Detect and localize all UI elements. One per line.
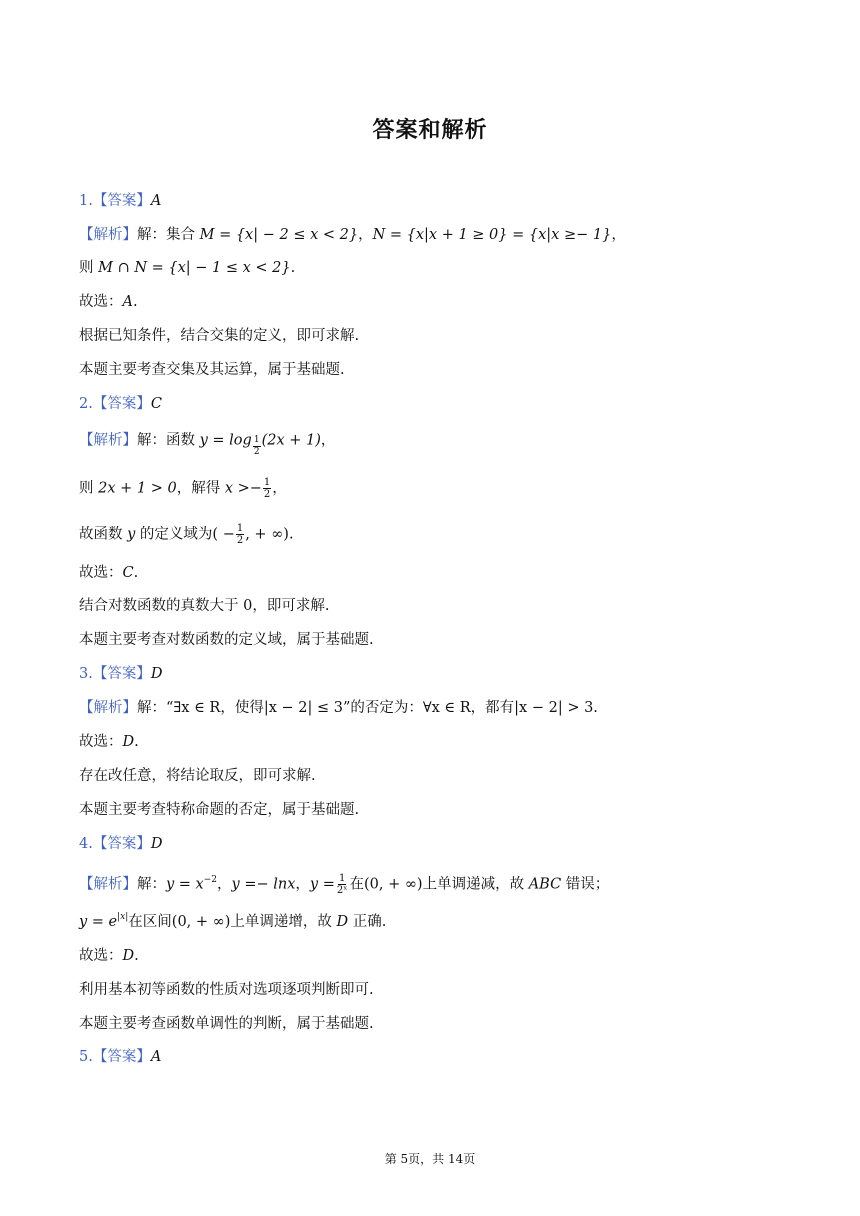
solution-line: [79, 258, 295, 278]
punctuation: .: [133, 565, 139, 581]
analysis-label: 【解析】: [79, 432, 137, 449]
math-expression: , + ∞): [245, 526, 289, 543]
answer-label: 【答案】: [92, 1049, 151, 1065]
exponent: |x|: [117, 912, 129, 922]
analysis-label: 【解析】: [79, 700, 137, 716]
analysis-line: [79, 873, 609, 897]
analysis-line: [79, 429, 336, 457]
math-expression: y =: [309, 876, 335, 893]
punctuation: .: [134, 734, 139, 750]
punctuation: ，: [217, 876, 232, 893]
answer-line-1: [79, 191, 161, 211]
text: 上单调递增，故: [230, 914, 337, 930]
solution-line: [79, 477, 287, 500]
text: 在: [349, 876, 364, 893]
answer-label: 【答案】: [92, 836, 151, 852]
analysis-label: 【解析】: [79, 876, 137, 893]
answer-value: D: [150, 836, 163, 852]
fraction: [253, 435, 261, 458]
text: 正确.: [348, 914, 387, 930]
text: 在区间: [128, 914, 172, 930]
fraction-denominator: 2ˣ: [336, 885, 348, 896]
question-number: 1.: [79, 193, 93, 209]
math-expression: 2x + 1 > 0: [98, 480, 177, 497]
summary-line: 本题主要考查交集及其运算，属于基础题.: [79, 362, 345, 378]
method-line: 利用基本初等函数的性质对选项逐项判断即可.: [79, 982, 374, 998]
solution-line: [79, 912, 386, 934]
choice-line: [79, 563, 138, 583]
page-footer: 第 5页，共 14页: [384, 1152, 476, 1166]
punctuation: ，: [320, 432, 336, 449]
answer-line-5: [79, 1047, 161, 1067]
math-variable: ABC: [528, 876, 562, 893]
text: 则: [79, 260, 99, 276]
answer-value: C: [150, 396, 162, 412]
punctuation: .: [290, 260, 296, 276]
math-expression: (0, + ∞): [171, 914, 231, 930]
choice-line: [79, 292, 138, 312]
math-expression: y =− lnx: [231, 876, 296, 893]
punctuation: .: [288, 526, 294, 543]
analysis-text: 解：函数: [137, 432, 200, 449]
text: 则: [79, 480, 99, 497]
answer-label: 【答案】: [92, 666, 151, 682]
analysis-text: 解：“∃x ∈ R，使得|x − 2| ≤ 3”的否定为：∀x ∈ R，都有|x − 2| > 3.: [137, 700, 598, 716]
fraction: [336, 873, 349, 896]
text: 的定义域为: [135, 526, 213, 543]
analysis-label: 【解析】: [79, 227, 137, 243]
math-expression: x >−: [224, 480, 262, 497]
method-line: 存在改任意，将结论取反，即可求解.: [79, 768, 316, 784]
punctuation: .: [132, 294, 138, 310]
question-number: 5.: [79, 1049, 93, 1065]
math-variable: y: [127, 526, 136, 543]
fraction-numerator: 1: [253, 435, 260, 445]
method-line: 结合对数函数的真数大于 0，即可求解.: [79, 598, 330, 614]
summary-line: 本题主要考查特称命题的否定，属于基础题.: [79, 802, 360, 818]
fraction-numerator: 1: [236, 523, 244, 534]
fraction: [236, 523, 244, 546]
punctuation: .: [134, 948, 139, 964]
punctuation: ，: [295, 876, 310, 893]
choice-value: D: [122, 948, 135, 964]
text: 故选：: [79, 294, 123, 310]
fraction-denominator: 2: [263, 489, 271, 500]
text: 故函数: [79, 526, 128, 543]
domain-line: [79, 523, 294, 546]
math-expression: y = e: [79, 914, 118, 930]
question-number: 2.: [79, 396, 93, 412]
text: 故选：: [79, 948, 123, 964]
answer-value: D: [150, 666, 163, 682]
method-line: 根据已知条件，结合交集的定义，即可求解.: [79, 328, 360, 344]
analysis-text: 解：集合: [137, 227, 200, 243]
question-number: 4.: [79, 836, 93, 852]
choice-value: C: [122, 565, 134, 581]
fraction: [263, 477, 271, 500]
text: 错误；: [561, 876, 610, 893]
answer-label: 【答案】: [92, 193, 151, 209]
math-expression: (0, + ∞): [363, 876, 423, 893]
analysis-line: [79, 225, 626, 245]
math-expression: y = x: [166, 876, 204, 893]
punctuation: ，: [358, 227, 373, 243]
fraction-denominator: 2: [253, 447, 260, 457]
text: 故选：: [79, 565, 123, 581]
analysis-line: [79, 698, 598, 718]
math-expression: M = {x| − 2 ≤ x < 2}: [199, 227, 359, 243]
analysis-text: 解：: [137, 876, 166, 893]
text: 故选：: [79, 734, 123, 750]
math-expression: y = log: [199, 432, 252, 449]
punctuation: ，: [272, 480, 287, 497]
punctuation: ，: [611, 227, 626, 243]
summary-line: 本题主要考查对数函数的定义域，属于基础题.: [79, 632, 374, 648]
fraction-numerator: 1: [263, 477, 271, 488]
choice-value: A: [122, 294, 133, 310]
exponent: −2: [203, 874, 218, 885]
text: 上单调递减，故: [422, 876, 529, 893]
math-expression: N = {x|x + 1 ≥ 0} = {x|x ≥− 1}: [372, 227, 612, 243]
answer-value: A: [150, 1049, 162, 1065]
choice-line: [79, 946, 139, 966]
fraction-denominator: 2: [236, 535, 244, 546]
question-number: 3.: [79, 666, 93, 682]
answer-label: 【答案】: [92, 396, 151, 412]
choice-value: D: [122, 734, 135, 750]
answer-line-2: [79, 394, 162, 414]
answer-line-3: [79, 664, 162, 684]
answer-value: A: [150, 193, 162, 209]
math-expression: M ∩ N = {x| − 1 ≤ x < 2}: [98, 260, 291, 276]
choice-line: [79, 732, 139, 752]
answer-line-4: [79, 834, 162, 854]
summary-line: 本题主要考查函数单调性的判断，属于基础题.: [79, 1016, 374, 1032]
fraction-numerator: 1: [338, 873, 346, 884]
page-title: 答案和解析: [372, 118, 488, 143]
text: ，解得: [176, 480, 225, 497]
math-expression: ( −: [212, 526, 235, 543]
math-expression: (2x + 1): [261, 432, 321, 449]
math-variable: D: [336, 914, 349, 930]
